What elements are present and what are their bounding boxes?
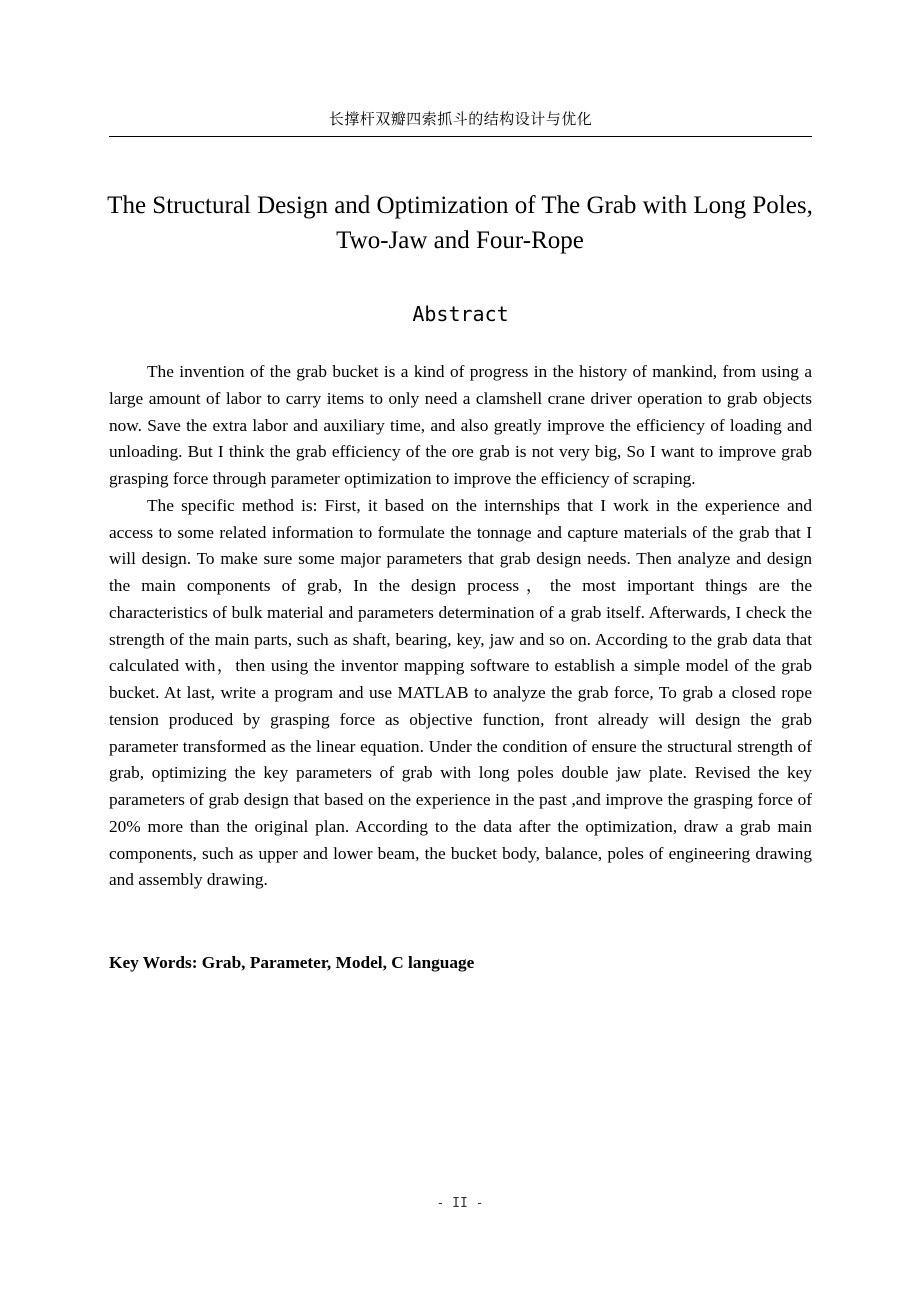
paper-title [60,188,860,258]
running-header: 长撑杆双瓣四索抓斗的结构设计与优化 [328,110,593,128]
abstract-heading: Abstract [412,302,509,326]
abstract-paragraph-2: The specific method is: First, it based on the internships that I work in the experience and access to some related information to formulate the tonnage and capture materials of the grab that I will design. To make sure some major parameters that grab design needs. Then analyze and design the main components of grab, In the design process，the most important things are the characteristics of bulk material and parameters determination of a grab itself. Afterwards, I check the strength of the main parts, such as shaft, bearing, key, jaw and so on. According to the grab data that calculated with，then using the inventor mapping software to establish a simple model of the grab bucket. At last, write a program and use MATLAB to analyze the grab force, To grab a closed rope tension produced by grasping force as objective function, front already will design the grab parameter transformed as the linear equation. Under the condition of ensure the structural strength of grab, optimizing the key parameters of grab with long poles double jaw plate. Revised the key parameters of grab design that based on the experience in the past ,and improve the grasping force of 20% more than the original plan. According to the data after the optimization, draw a grab main components, such as upper and lower beam, the bucket body, balance, poles of engineering drawing and assembly drawing. [109,495,812,890]
page-number: - II - [436,1196,484,1211]
paper-title-line-2: Two-Jaw and Four-Rope [336,227,584,254]
paper-title-line-1: The Structural Design and Optimization of The Grab with Long Poles, [107,192,813,219]
header-divider [109,136,812,137]
abstract-body [109,359,812,894]
abstract-paragraph-1: The invention of the grab bucket is a kind of progress in the history of mankind, from using a large amount of labor to carry items to only need a clamshell crane driver operation to grab objects now. Save the extra labor and auxiliary time, and also greatly improve the efficiency of loading and unloading. But I think the grab efficiency of the ore grab is not very big, So I want to improve grab grasping force through parameter optimization to improve the efficiency of scraping. [109,362,812,488]
keywords: Key Words: Grab, Parameter, Model, C language [109,953,475,972]
